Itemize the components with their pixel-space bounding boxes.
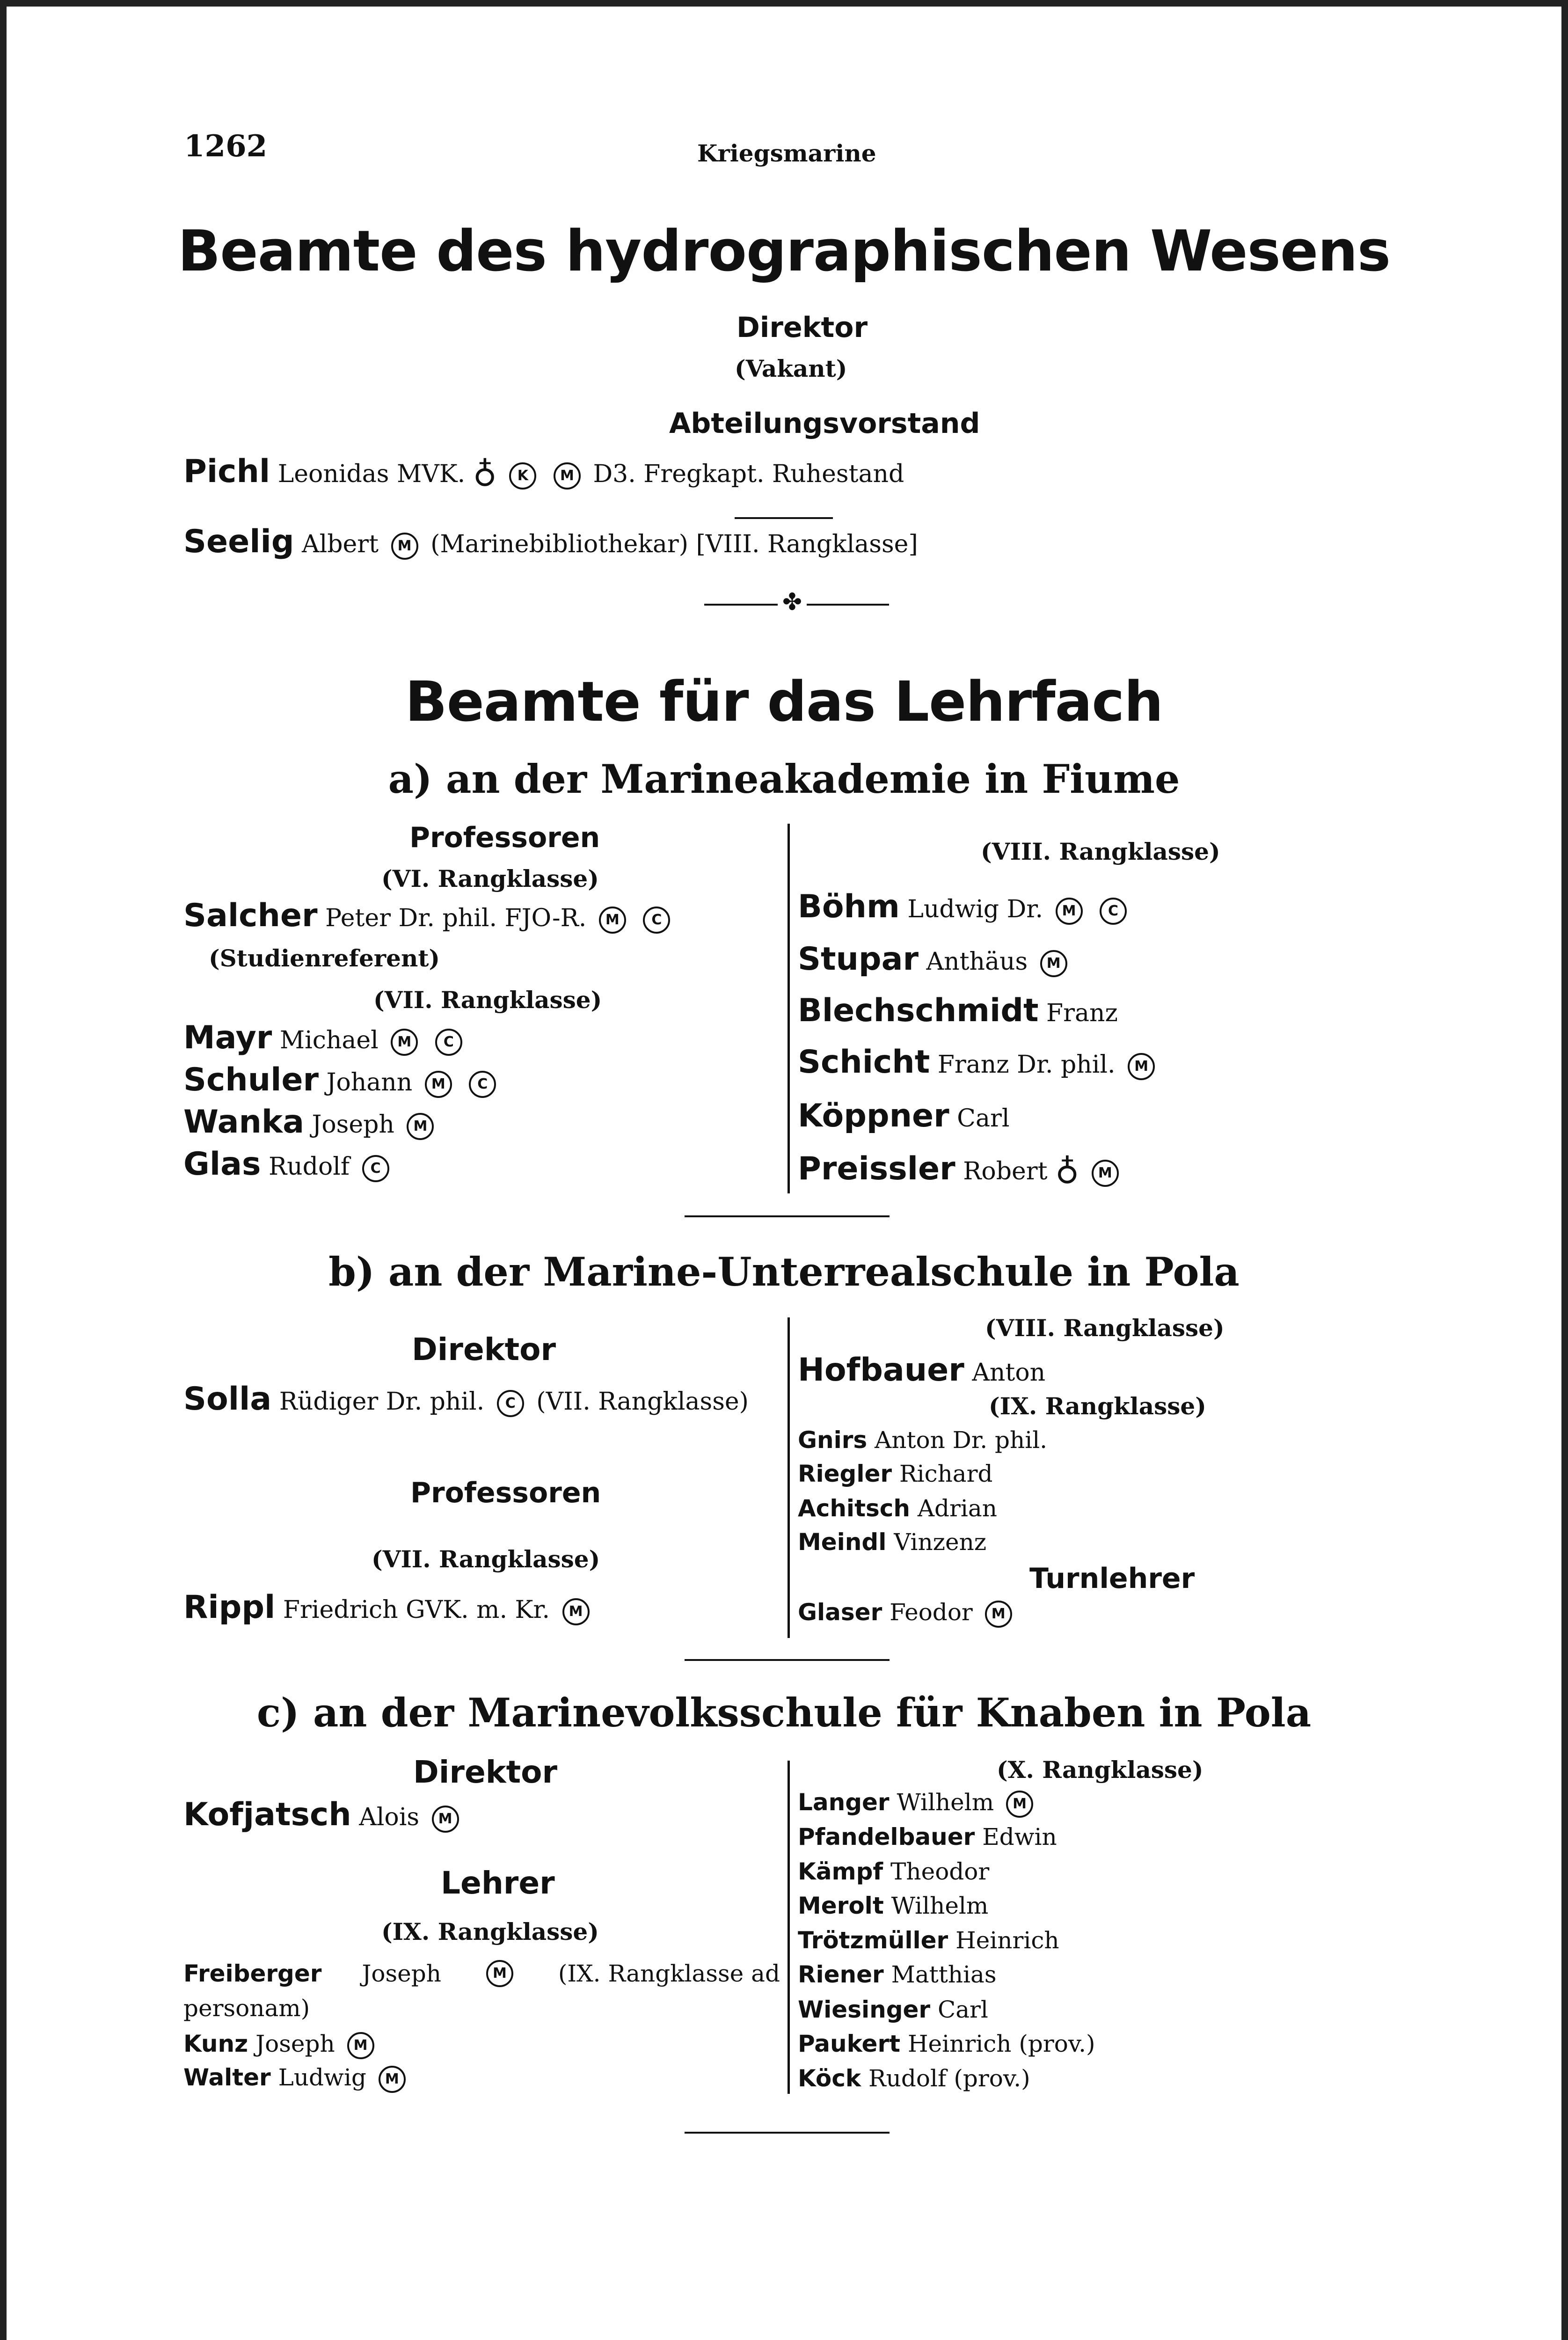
entry-seelig: Seelig Albert M (Marinebibliothekar) [VIII. Rangklasse] bbox=[183, 523, 918, 560]
direktor-label: Direktor bbox=[413, 1754, 558, 1790]
entry-hofbauer: Hofbauer Anton bbox=[798, 1352, 1046, 1389]
m-circle-icon: M bbox=[1092, 1160, 1119, 1187]
c-circle-icon: C bbox=[362, 1155, 389, 1182]
rangklasse-label: (IX. Rangklasse) bbox=[381, 1918, 599, 1945]
m-circle-icon: M bbox=[1040, 950, 1067, 977]
list-item: Glas Rudolf C bbox=[183, 1146, 394, 1183]
page-number: 1262 bbox=[184, 129, 268, 164]
person-name: Glaser bbox=[798, 1599, 882, 1626]
person-name: Rippl bbox=[183, 1589, 276, 1626]
abteilung-label: Abteilungsvorstand bbox=[669, 407, 980, 440]
entry-glaser: Glaser Feodor M bbox=[798, 1599, 1017, 1628]
direktor-label: Direktor bbox=[737, 311, 868, 344]
list-item: Riegler Richard bbox=[798, 1460, 993, 1487]
list-item: Langer Wilhelm M bbox=[798, 1789, 1038, 1818]
turnlehrer-label: Turnlehrer bbox=[1029, 1562, 1195, 1595]
divider bbox=[735, 517, 833, 519]
rangklasse-label: (IX. Rangklasse) bbox=[989, 1392, 1206, 1420]
rangklasse-label: (VIII. Rangklasse) bbox=[981, 838, 1220, 865]
professoren-label: Professoren bbox=[410, 1477, 601, 1509]
c-circle-icon: C bbox=[435, 1029, 462, 1056]
m-circle-icon: M bbox=[432, 1806, 459, 1833]
entry-kofjatsch: Kofjatsch Alois M bbox=[183, 1796, 464, 1833]
m-circle-icon: M bbox=[379, 2066, 406, 2093]
entry-solla: Solla Rüdiger Dr. phil. C (VII. Rangklasse) bbox=[183, 1381, 749, 1418]
list-item: Pfandelbauer Edwin bbox=[798, 1823, 1057, 1850]
person-name: Salcher bbox=[183, 897, 318, 934]
column-divider bbox=[788, 1317, 790, 1638]
medal-icon: ♁ bbox=[1055, 1149, 1079, 1187]
list-item: Mayr Michael M C bbox=[183, 1019, 467, 1056]
c-circle-icon: C bbox=[1100, 898, 1127, 925]
list-item: Paukert Heinrich (prov.) bbox=[798, 2030, 1095, 2057]
rangklasse-label: (VII. Rangklasse) bbox=[372, 1545, 600, 1573]
list-item: Wanka Joseph M bbox=[183, 1104, 438, 1141]
m-circle-icon: M bbox=[562, 1598, 590, 1625]
c-circle-icon: C bbox=[469, 1071, 496, 1098]
list-item: Wiesinger Carl bbox=[798, 1996, 988, 2023]
ornament-icon: ✤ bbox=[778, 588, 807, 615]
list-item: Blechschmidt Franz bbox=[798, 992, 1118, 1029]
person-name: Kofjatsch bbox=[183, 1796, 351, 1833]
m-circle-icon: M bbox=[1056, 898, 1083, 925]
entry-freiberger-cont: personam) bbox=[183, 1995, 310, 2022]
person-name: Seelig bbox=[183, 523, 294, 560]
list-item: Trötzmüller Heinrich bbox=[798, 1927, 1059, 1954]
rangklasse-label: (VI. Rangklasse) bbox=[381, 865, 599, 892]
list-item: Köppner Carl bbox=[798, 1097, 1010, 1134]
professoren-label: Professoren bbox=[409, 821, 600, 854]
list-item: Schuler Johann M C bbox=[183, 1061, 501, 1098]
divider bbox=[685, 1215, 890, 1217]
list-item: Stupar Anthäus M bbox=[798, 941, 1072, 978]
c-circle-icon: C bbox=[643, 907, 670, 934]
m-circle-icon: M bbox=[985, 1601, 1012, 1628]
m-circle-icon: M bbox=[347, 2032, 374, 2059]
rangklasse-label: (VIII. Rangklasse) bbox=[985, 1314, 1225, 1342]
m-circle-icon: M bbox=[391, 1029, 418, 1056]
m-circle-icon: M bbox=[554, 462, 581, 490]
medal-icon: ♁ bbox=[473, 452, 497, 490]
divider bbox=[685, 1659, 890, 1661]
entry-kunz: Kunz Joseph M bbox=[183, 2030, 379, 2059]
m-circle-icon: M bbox=[599, 907, 626, 934]
k-circle-icon: K bbox=[509, 462, 536, 490]
list-item: Meindl Vinzenz bbox=[798, 1528, 987, 1556]
m-circle-icon: M bbox=[486, 1960, 513, 1987]
entry-pichl: Pichl Leonidas MVK. ♁ K M D3. Fregkapt. Ruhestand bbox=[183, 452, 904, 490]
entry-freiberger: Freiberger Joseph M (IX. Rangklasse ad bbox=[183, 1960, 780, 1987]
lehrer-label: Lehrer bbox=[441, 1865, 555, 1901]
list-item: Preissler Robert ♁ M bbox=[798, 1149, 1123, 1187]
person-name: Freiberger bbox=[183, 1960, 322, 1987]
m-circle-icon: M bbox=[1128, 1053, 1155, 1080]
list-item: Riener Matthias bbox=[798, 1961, 997, 1988]
direktor-label: Direktor bbox=[412, 1331, 556, 1367]
subsection-c-title: c) an der Marinevolksschule für Knaben in Pola bbox=[256, 1689, 1312, 1736]
m-circle-icon: M bbox=[407, 1113, 434, 1140]
role-label: (Studienreferent) bbox=[209, 944, 440, 972]
m-circle-icon: M bbox=[391, 533, 418, 560]
c-circle-icon: C bbox=[497, 1390, 524, 1417]
column-divider bbox=[788, 1761, 790, 2094]
list-item: Kämpf Theodor bbox=[798, 1858, 990, 1885]
entry-walter: Walter Ludwig M bbox=[183, 2064, 410, 2093]
section-title-lehrfach: Beamte für das Lehrfach bbox=[405, 669, 1163, 734]
list-item: Schicht Franz Dr. phil. M bbox=[798, 1044, 1160, 1081]
person-name: Pichl bbox=[183, 453, 270, 490]
list-item: Böhm Ludwig Dr. M C bbox=[798, 888, 1131, 925]
person-name: Solla bbox=[183, 1381, 272, 1418]
list-item: Köck Rudolf (prov.) bbox=[798, 2065, 1030, 2092]
m-circle-icon: M bbox=[425, 1071, 452, 1098]
entry-salcher: Salcher Peter Dr. phil. FJO-R. M C bbox=[183, 897, 675, 934]
person-name: Kunz bbox=[183, 2030, 248, 2057]
section-title-hydro: Beamte des hydrographischen Wesens bbox=[177, 219, 1391, 284]
direktor-value: (Vakant) bbox=[735, 355, 847, 382]
list-item: Achitsch Adrian bbox=[798, 1495, 997, 1522]
column-divider bbox=[788, 824, 790, 1193]
subsection-a-title: a) an der Marineakademie in Fiume bbox=[388, 756, 1180, 802]
list-item: Merolt Wilhelm bbox=[798, 1892, 989, 1919]
rangklasse-label: (VII. Rangklasse) bbox=[373, 986, 602, 1014]
list-item: Gnirs Anton Dr. phil. bbox=[798, 1426, 1048, 1454]
person-name: Walter bbox=[183, 2064, 271, 2091]
entry-rippl: Rippl Friedrich GVK. m. Kr. M bbox=[183, 1589, 594, 1626]
rangklasse-label: (X. Rangklasse) bbox=[997, 1756, 1203, 1784]
subsection-b-title: b) an der Marine-Unterrealschule in Pola bbox=[328, 1249, 1240, 1295]
person-name: Hofbauer bbox=[798, 1352, 964, 1389]
m-circle-icon: M bbox=[1006, 1791, 1033, 1818]
divider bbox=[685, 2132, 890, 2134]
running-title: Kriegsmarine bbox=[697, 139, 876, 167]
